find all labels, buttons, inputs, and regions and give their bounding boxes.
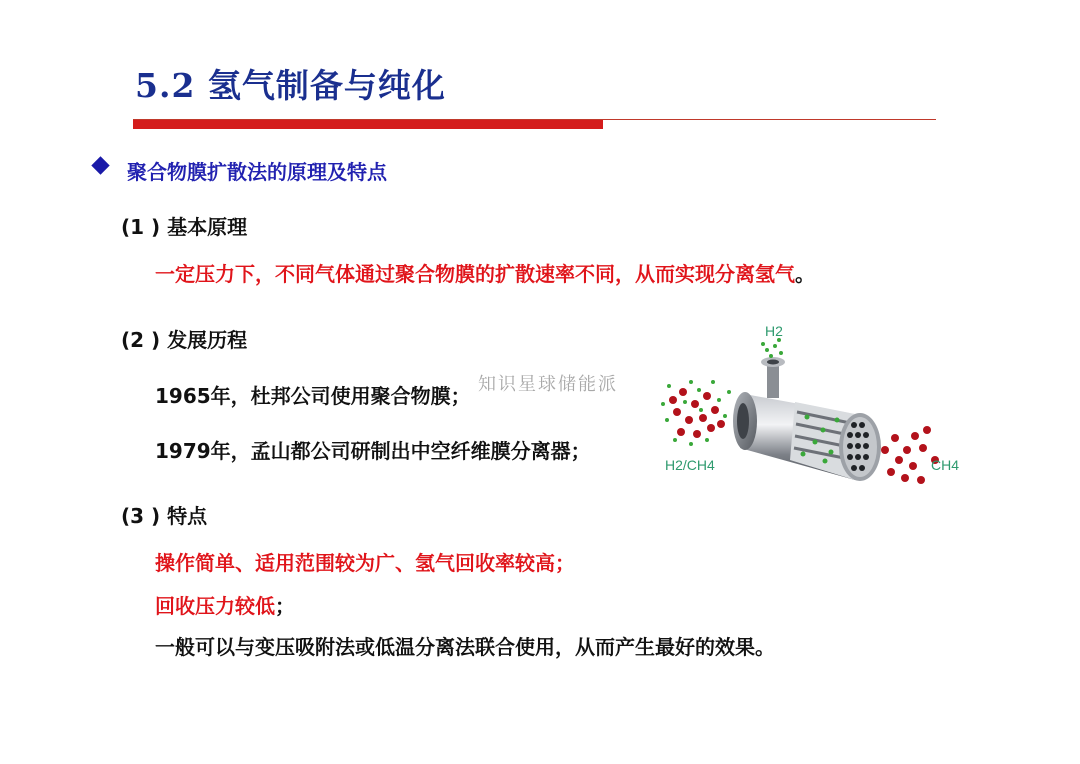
label-h2-ch4: H2/CH4: [665, 457, 715, 473]
development-label: (2 ) 发展历程: [121, 328, 248, 352]
ch4-output-particles: [881, 426, 939, 484]
h2-output-particles: [761, 338, 783, 358]
separator-tube: [733, 357, 881, 481]
features-item-1: 操作简单、适用范围较为广、氢气回收率较高；: [155, 551, 575, 575]
features-item-2-end: ；: [275, 594, 295, 618]
label-h2: H2: [765, 323, 783, 339]
membrane-separator-diagram: [655, 320, 975, 515]
watermark: 知识星球储能派: [478, 374, 618, 395]
basic-principle-text: [155, 258, 815, 287]
basic-principle-end: 。: [795, 262, 815, 286]
label-ch4: CH4: [931, 457, 960, 473]
development-item-1965: 1965年，杜邦公司使用聚合物膜；: [155, 384, 471, 408]
diamond-bullet-icon: [91, 156, 109, 174]
features-item-2: [155, 590, 295, 619]
slide-title: 5.2 氢气制备与纯化: [135, 66, 446, 105]
development-item-1979: 1979年，孟山都公司研制出中空纤维膜分离器；: [155, 439, 591, 463]
features-item-3: 一般可以与变压吸附法或低温分离法联合使用，从而产生最好的效果。: [155, 635, 775, 659]
features-label: (3 ) 特点: [121, 504, 208, 528]
basic-principle-red: 一定压力下，不同气体通过聚合物膜的扩散速率不同，从而实现分离氢气: [155, 262, 795, 286]
mixed-gas-particles: [661, 380, 731, 446]
section-heading: 聚合物膜扩散法的原理及特点: [127, 160, 387, 184]
basic-principle-label: (1 ) 基本原理: [121, 215, 248, 239]
features-item-2-red: 回收压力较低: [155, 594, 275, 618]
title-underline-thick: [133, 120, 603, 129]
